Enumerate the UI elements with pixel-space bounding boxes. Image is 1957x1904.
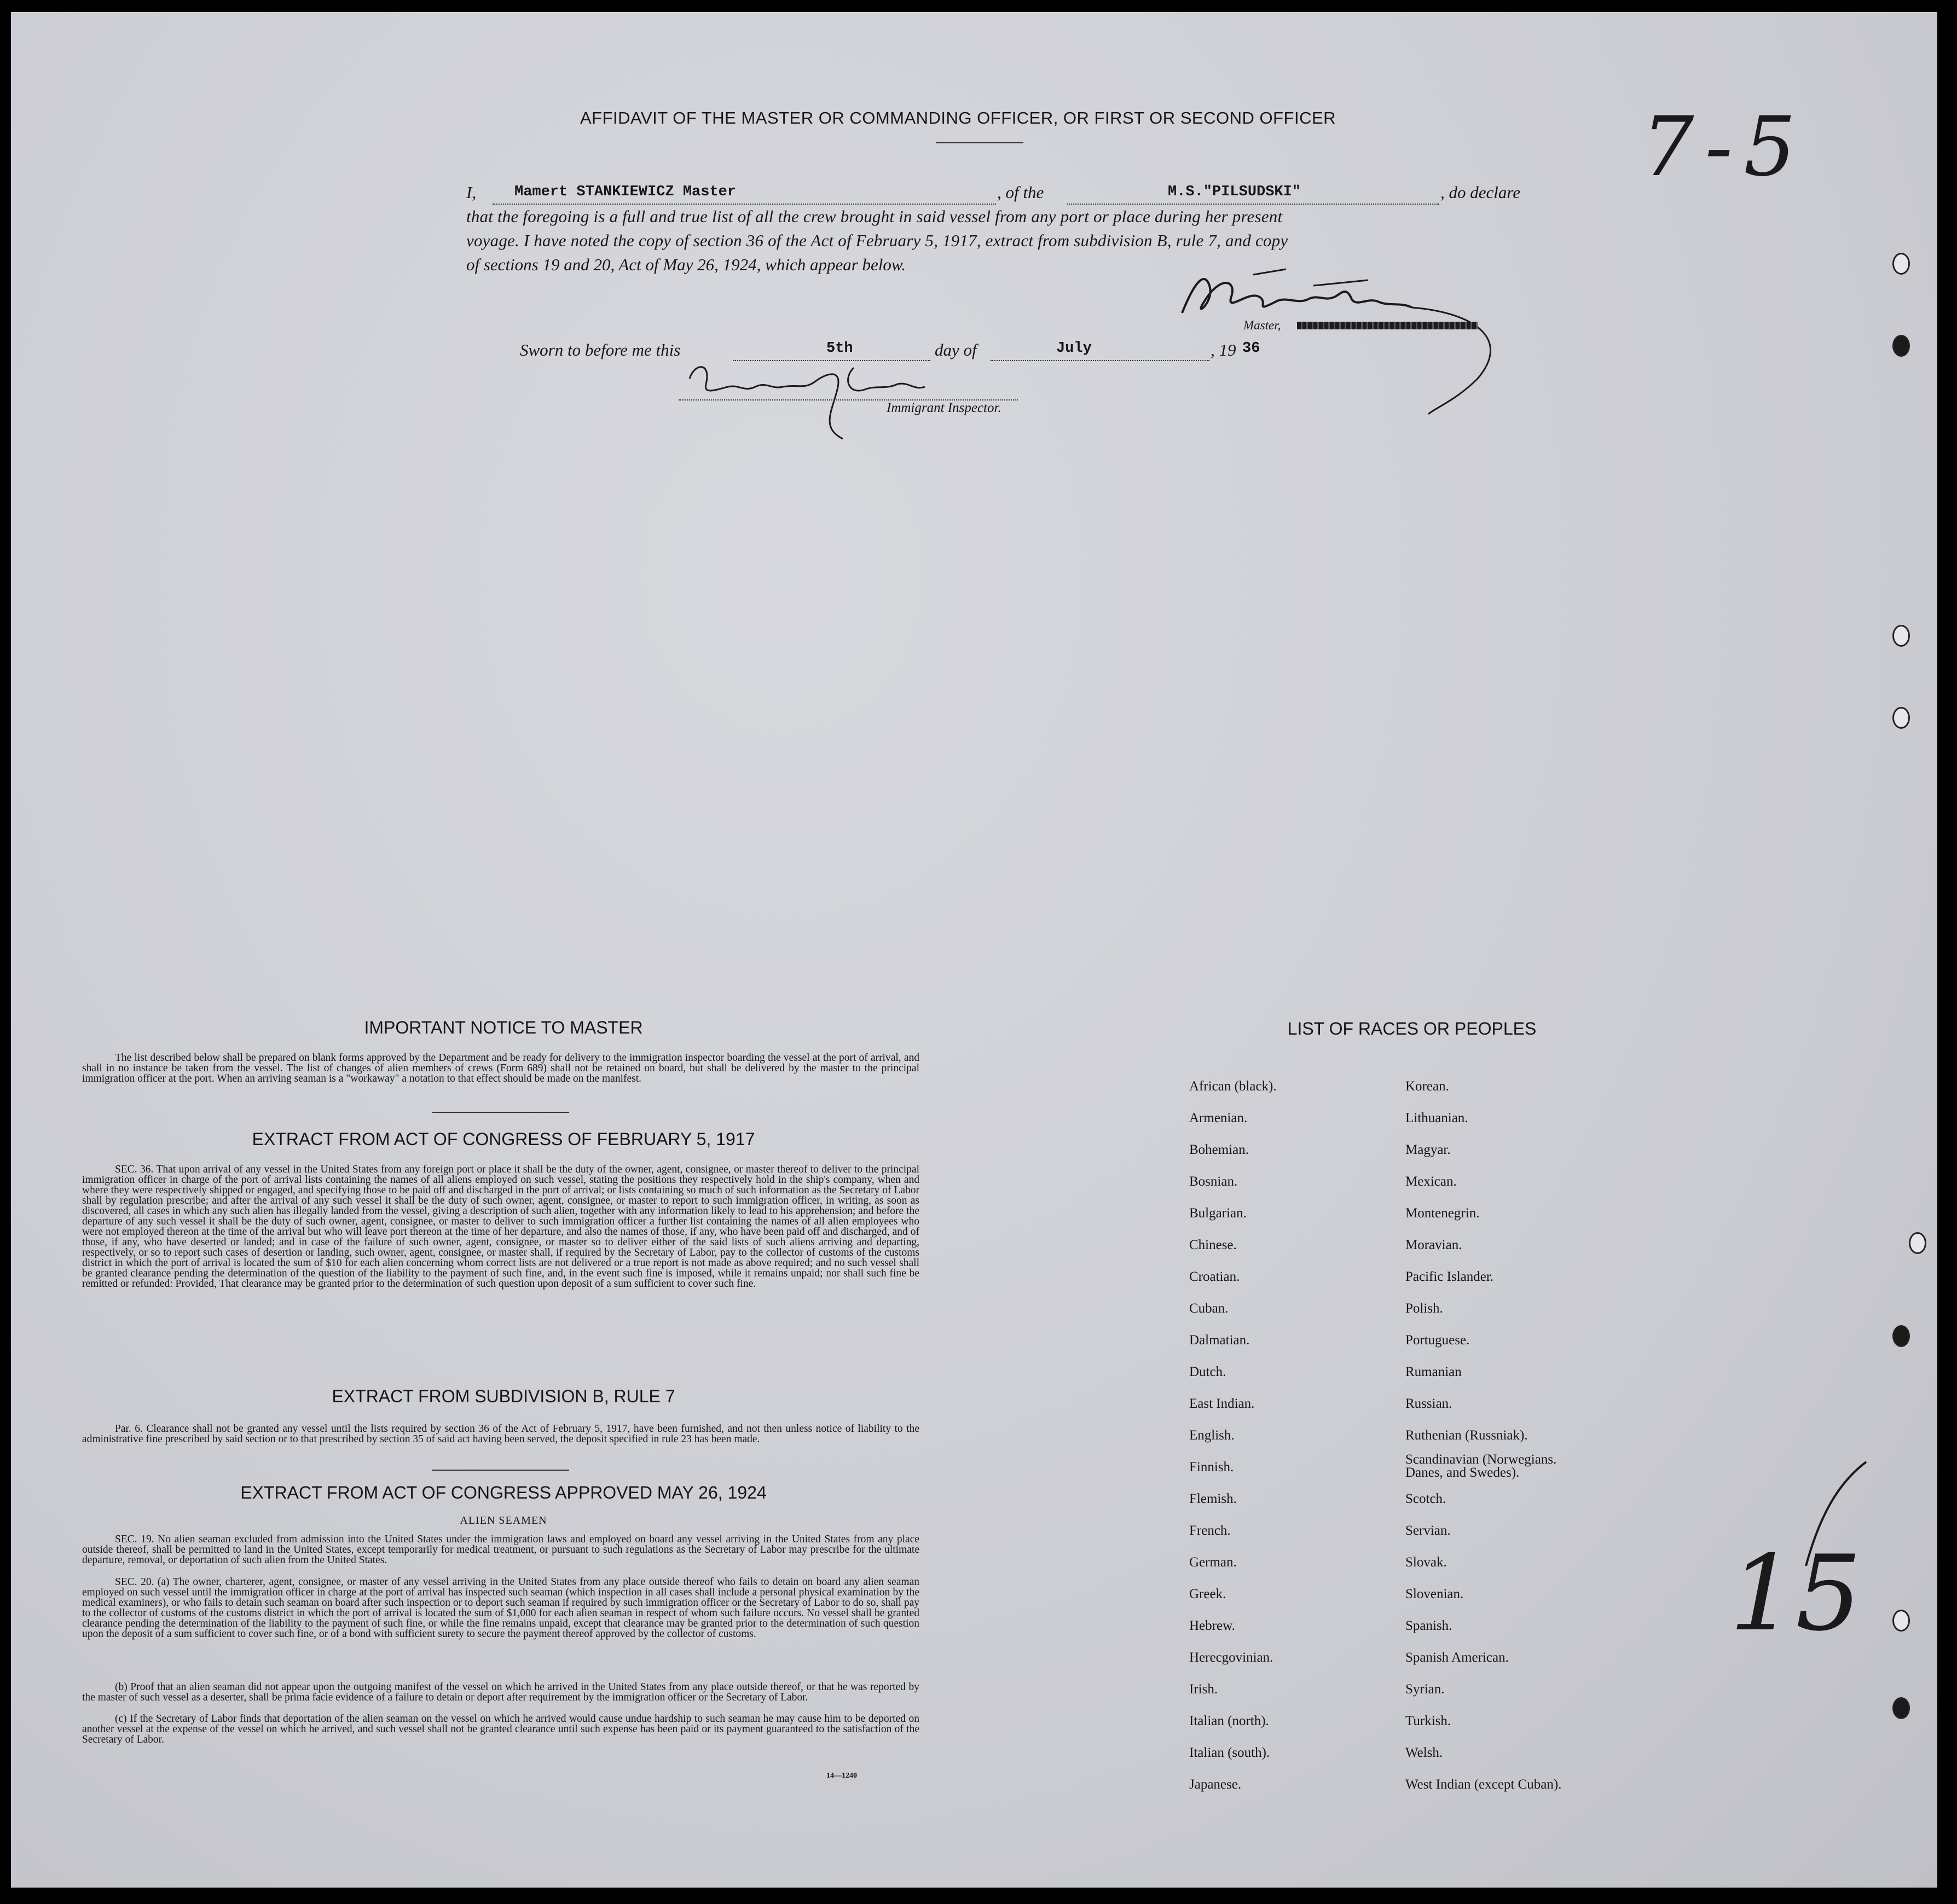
race-item: Pacific Islander. [1405,1269,1494,1284]
race-item: German. [1189,1555,1237,1570]
punch-hole [1892,1610,1910,1632]
race-item: Irish. [1189,1682,1218,1697]
punch-hole [1892,625,1910,647]
affidavit-title: AFFIDAVIT OF THE MASTER OR COMMANDING OFFICER, OR FIRST OR SECOND OFFICER [580,108,1336,127]
inspector-line [679,383,1018,400]
race-item: Italian (south). [1189,1745,1270,1760]
declarant-field [493,183,996,205]
of-the-label: , of the [997,183,1044,202]
vessel-field [1067,183,1439,205]
race-item: African (black). [1189,1079,1277,1094]
race-item: English. [1189,1428,1235,1443]
sworn-month: July [1056,340,1092,357]
divider [432,1470,569,1471]
punch-hole [1892,253,1910,275]
sworn-prefix: Sworn to before me this [520,340,681,359]
extract-1917-title: EXTRACT FROM ACT OF CONGRESS OF FEBRUARY 5, 1917 [252,1129,755,1149]
sworn-month-field [991,340,1209,361]
affidavit-line-3: voyage. I have noted the copy of section 36 of the Act of February 5, 1917, extract from subdivision B, rule 7, and copy [466,231,1288,250]
race-item: Russian. [1405,1396,1452,1411]
title-underline [936,142,1023,143]
handwritten-top-right: 7-5 [1642,100,1807,195]
race-item: Lithuanian. [1405,1111,1468,1125]
race-item: Mexican. [1405,1174,1457,1189]
race-item: Dutch. [1189,1365,1226,1379]
handwritten-bottom-right: 15 [1729,1533,1862,1654]
race-item: Hebrew. [1189,1618,1235,1633]
race-item: Rumanian [1405,1365,1462,1379]
race-item: Polish. [1405,1301,1443,1316]
race-item: Bulgarian. [1189,1206,1247,1221]
master-signature [1171,253,1521,417]
race-item: Greek. [1189,1587,1226,1601]
affidavit-line-4: of sections 19 and 20, Act of May 26, 1924, which appear below. [466,255,906,274]
punch-hole [1892,335,1910,357]
extract-rule7-text: Par. 6. Clearance shall not be granted any vessel until the lists required by section 36 of the Act of February 5, 1917, have been furnished, and not then unless notice of liability to the administrative fine prescribed by said section or to that prescribed by section 35 of said act having been served, the deposit specified in rule 23 has been made. [82,1423,919,1445]
extract-1924-subtitle: ALIEN SEAMEN [460,1514,547,1526]
race-item: Chinese. [1189,1238,1237,1252]
race-item: Bosnian. [1189,1174,1238,1189]
race-item: Croatian. [1189,1269,1240,1284]
race-item: Armenian. [1189,1111,1248,1125]
race-item: Portuguese. [1405,1333,1470,1348]
race-item: Welsh. [1405,1745,1443,1760]
day-of-label: day of [935,340,977,359]
do-declare-label: , do declare [1440,183,1521,202]
extract-1917-text: SEC. 36. That upon arrival of any vessel in the United States from any foreign port or place it shall be the duty of the owner, agent, consignee, or master thereof to deliver to the principal immigration officer in charge of the port of arrival lists containing the names of all aliens employed on such vessel, stating the positions they respectively hold in the ship's company, when and where they were respectively shipped or engaged, and specifying those to be paid off and discharged in the port of arrival; or lists containing so much of such information as the Secretary of Labor shall by regulation prescribe; and after the arrival of any such vessel it shall be the duty of such owner, agent, consignee, or master to report to such immigration officer, in writing, as soon as discovered, all cases in which any such alien has illegally landed from the vessel, giving a description of such alien, together with any information likely to lead to his apprehension; and before the departure of any such vessel it shall be the duty of such owner, agent, consignee, or master to deliver to such immigration officer a further list containing the names of all alien employees who were not employed thereon at the time of the arrival but who will leave port thereon at the time of her departure, and also the names of those, if any, who have been paid off and discharged, and of those, if any, who have deserted or landed; and in case of the failure of such owner, agent, consignee, or master so to deliver either of the said lists of such aliens arriving and departing, respectively, or so to report such cases of desertion or landing, such owner, agent, consignee, or master shall, if required by the Secretary of Labor, pay to the collector of customs of the customs district in which the port of arrival is located the sum of $10 for each alien concerning whom correct lists are not delivered or a true report is not made as above required; and no such vessel shall be granted clearance pending the determination of the question of the liability to the payment of such fine, and, in the event such fine is imposed, while it remains unpaid; nor shall such fine be remitted or refunded: Provided, That clearance may be granted prior to the determination of such question upon deposit of a sum sufficient to cover such fine. [82,1164,919,1290]
race-item: Slovak. [1405,1555,1447,1570]
handwritten-stroke [1795,1456,1872,1577]
race-item: Korean. [1405,1079,1449,1094]
race-item: Montenegrin. [1405,1206,1480,1221]
race-item: Italian (north). [1189,1714,1269,1728]
extract-1924-sec20b: (b) Proof that an alien seaman did not appear upon the outgoing manifest of the vessel on which he arrived in the United States from any place outside thereof, or that he was reported by the master of such vessel as a deserter, shall be prima facie evidence of a failure to detain or deport after requirement by the immigration officer or the Secretary of Labor. [82,1681,919,1703]
notice-text: The list described below shall be prepared on blank forms approved by the Department and be ready for delivery to the immigration inspector boarding the vessel at the port of arrival, and shall in no instance be taken from the vessel. The list of changes of alien members of crews (Form 689) shall not be retained on board, but shall be delivered by the master to the principal immigration officer at the port. When an arriving seaman is a "workaway" a notation to that effect should be made on the manifest. [82,1052,919,1084]
year-suffix: 36 [1242,340,1260,357]
notice-title: IMPORTANT NOTICE TO MASTER [364,1018,643,1037]
inspector-label: Immigrant Inspector. [887,400,1001,415]
race-item: Scandinavian (Norwegians. Danes, and Swedes). [1405,1452,1557,1480]
race-item: Spanish. [1405,1618,1452,1633]
punch-hole [1892,1697,1910,1719]
race-item: Slovenian. [1405,1587,1464,1601]
punch-hole [1892,707,1910,729]
race-item: Turkish. [1405,1714,1451,1728]
race-item: Flemish. [1189,1491,1237,1506]
sworn-day: 5th [826,340,853,357]
race-item: West Indian (except Cuban). [1405,1777,1562,1792]
divider [432,1112,569,1113]
declarant-name: Mamert STANKIEWICZ Master [514,184,737,200]
extract-rule7-title: EXTRACT FROM SUBDIVISION B, RULE 7 [332,1386,675,1406]
extract-1924-sec20c: (c) If the Secretary of Labor finds that deportation of the alien seaman on the vessel on which he arrived would cause undue hardship to such seaman he may cause him to be deported on another vessel at the expense of the vessel on which he arrived, and such vessel shall not be granted clearance until such expense has been paid or its payment guaranteed to the satisfaction of the Secretary of Labor. [82,1713,919,1745]
year-prefix: , 19 [1211,340,1236,359]
race-item: Cuban. [1189,1301,1229,1316]
struck-out-title [1297,322,1478,329]
race-item: Servian. [1405,1523,1451,1538]
extract-1924-sec20a: SEC. 20. (a) The owner, charterer, agent, consignee, or master of any vessel arriving in the United States from any place outside thereof who fails to detain on board any alien seaman employed on such vessel until the immigration officer in charge at the port of arrival has inspected such seaman (which inspection in all cases shall include a personal physical examination by the medical examiners), or who fails to detain such seaman on board after such inspection or to deport such seaman if required by such immigration officer or the Secretary of Labor to do so, shall pay to the collector of customs of the customs district in which the port of arrival is located the sum of $1,000 for each alien seaman in respect of whom such failure occurs. No vessel shall be granted clearance pending the determination of the liability to the payment of such fine, or while the fine remains unpaid, except that clearance may be granted prior to the determination of such question upon the deposit of a sum sufficient to cover such fine, or of a bond with sufficient surety to secure the payment thereof approved by the collector of customs. [82,1576,919,1640]
race-item: Japanese. [1189,1777,1242,1792]
race-item: Syrian. [1405,1682,1445,1697]
vessel-name: M.S."PILSUDSKI" [1168,184,1301,200]
extract-1924-sec19: SEC. 19. No alien seaman excluded from admission into the United States under the immigration laws and employed on board any vessel arriving in the United States from any place outside thereof, shall be permitted to land in the United States, except temporarily for medical treatment, or pursuant to such regulations as the Secretary of Labor may prescribe for the ultimate departure, removal, or deportation of such alien from the United States. [82,1534,919,1566]
paper-sheet [11,12,1937,1888]
master-label: Master, [1243,318,1281,332]
race-item: Moravian. [1405,1238,1462,1252]
affidavit-line-2: that the foregoing is a full and true list of all the crew brought in said vessel from any port or place during her present [466,207,1283,226]
race-item: Herecgovinian. [1189,1650,1273,1665]
extract-1924-title: EXTRACT FROM ACT OF CONGRESS APPROVED MAY 26, 1924 [240,1483,767,1502]
race-item: Bohemian. [1189,1142,1249,1157]
race-item: Spanish American. [1405,1650,1509,1665]
race-item: Scotch. [1405,1491,1446,1506]
punch-hole [1909,1232,1926,1254]
punch-hole [1892,1325,1910,1347]
affidavit-prefix: I, [466,183,477,202]
race-item: Magyar. [1405,1142,1451,1157]
race-item: Dalmatian. [1189,1333,1250,1348]
race-item: East Indian. [1189,1396,1255,1411]
race-item: French. [1189,1523,1231,1538]
race-item: Ruthenian (Russniak). [1405,1428,1528,1443]
form-number: 14—1240 [826,1772,857,1780]
race-item: Finnish. [1189,1460,1234,1475]
races-title: LIST OF RACES OR PEOPLES [1287,1019,1537,1038]
